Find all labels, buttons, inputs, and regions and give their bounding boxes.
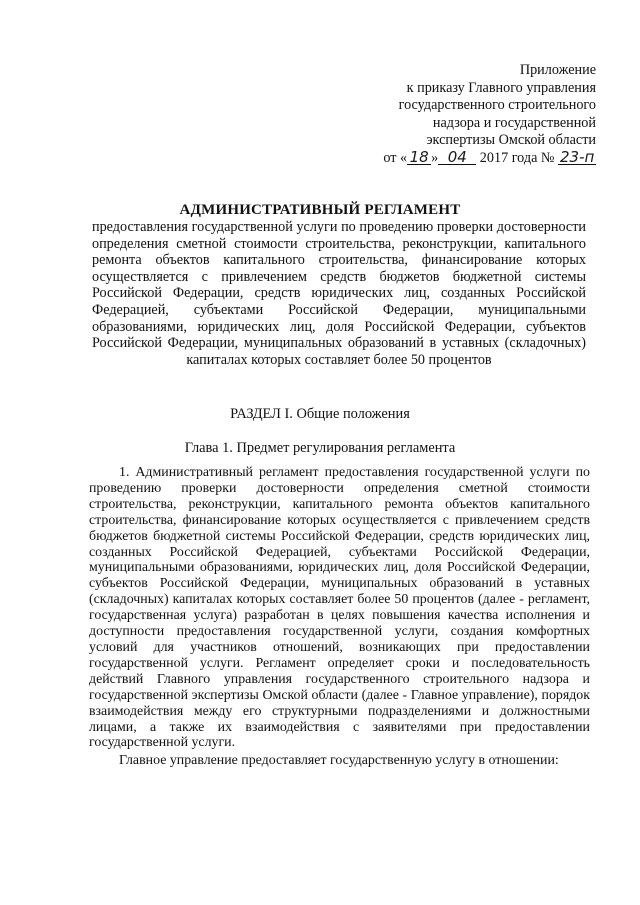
body-text [89,465,590,769]
document-subtitle: предоставления государственной услуги по проведению проверки достоверности определения сметной стоимости строительства, реконструкции, капитального ремонта объектов капитального строительства, финансирование которых осуществляется с привлечением средств бюджетов бюджетной системы Российской Федерации, средств юридических лиц, созданных Российской Федерацией, субъектами Российской Федерации, муниципальными образованиями, юридических лиц, доля Российской Федерации, субъектов Российской Федерации, муниципальных образований в уставных (складочных) капиталах которых составляет более 50 процентов [92,219,586,368]
order-date-line [296,147,596,168]
order-day-handwritten: 18 [407,150,431,165]
paragraph: 1. Административный регламент предоставления государственной услуги по проведению проверки достоверности определения сметной стоимости строительства, реконструкции, капитального ремонта объектов капитального строительства, финансирование которых осуществляется с привлечением средств бюджетов бюджетной системы Российской Федерации, средств юридических лиц, созданных Российской Федерацией, субъектами Российской Федерации, муниципальными образованиями, юридических лиц, доля Российской Федерации, субъектов Российской Федерации, муниципальных образований в уставных (складочных) капиталах которых составляет более 50 процентов (далее - регламент, государственная услуга) разработан в целях повышения качества исполнения и доступности предоставления государственной услуги, создания комфортных условий для участников отношений, возникающих при предоставлении государственной услуги. Регламент определяет сроки и последовательность действий Главного управления государственного строительного надзора и государственной экспертизы Омской области (далее - Главное управление), порядок взаимодействия между его структурными подразделениями и должностными лицами, а также их взаимодействия с заявителями при предоставлении государственной услуги. [89,465,590,751]
order-prefix: от « [383,149,408,166]
appendix-title: Приложение [519,62,596,78]
appendix-line: к приказу Главного управления [406,79,596,96]
appendix-line: государственного строительного [398,97,596,114]
order-year-text: 2017 года № [479,149,555,166]
appendix-line: надзора и государственной [432,114,596,131]
appendix-header [296,62,596,168]
appendix-line: экспертизы Омской области [426,132,596,149]
order-number-handwritten: 23-п [560,147,595,166]
document-title: АДМИНИСТРАТИВНЫЙ РЕГЛАМЕНТ [179,202,461,218]
chapter-heading: Глава 1. Предмет регулирования регламента [184,440,456,456]
order-mid: » [431,149,439,166]
order-month-handwritten: 04 [438,150,476,165]
paragraph: Главное управление предоставляет государственную услугу в отношении: [119,753,559,769]
section-heading: РАЗДЕЛ I. Общие положения [230,406,410,422]
